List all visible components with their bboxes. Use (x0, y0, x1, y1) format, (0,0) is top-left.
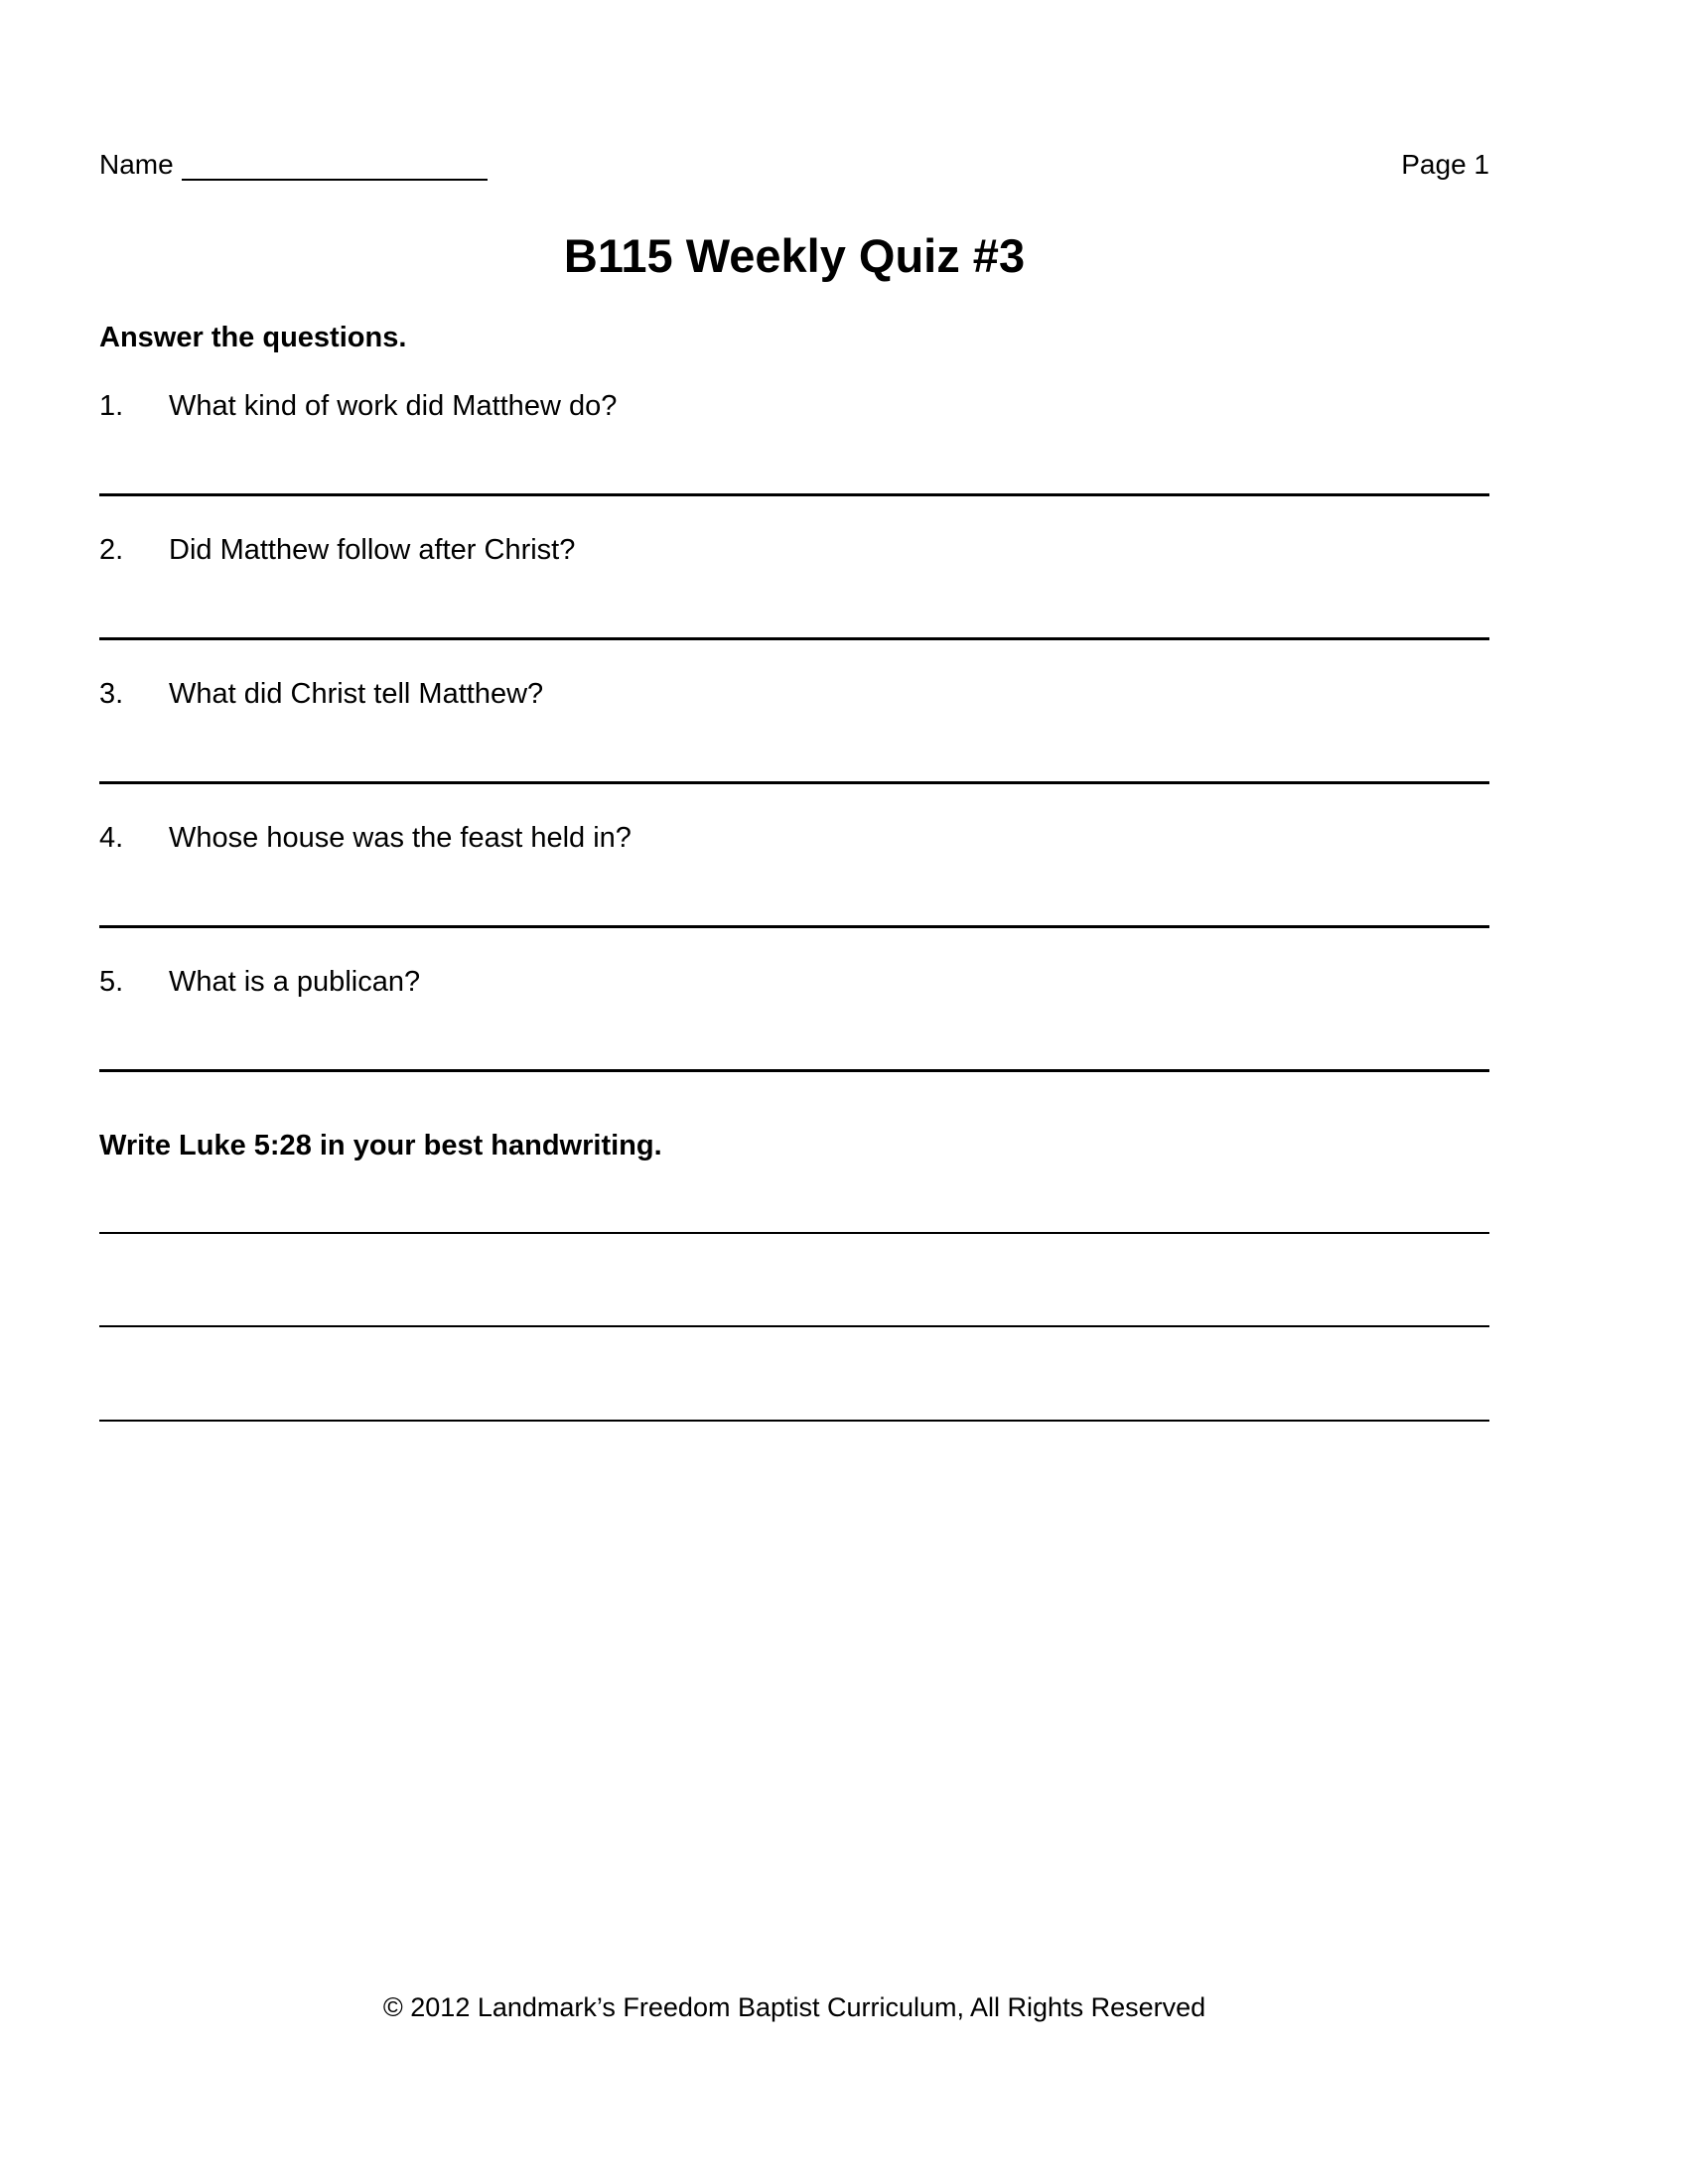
handwriting-line[interactable] (99, 1420, 1489, 1422)
question-number: 4. (99, 822, 124, 854)
question-text: Did Matthew follow after Christ? (169, 534, 576, 566)
answer-line[interactable] (99, 781, 1489, 784)
handwriting-instructions: Write Luke 5:28 in your best handwriting. (99, 1130, 662, 1161)
name-blank-line[interactable] (182, 179, 488, 181)
handwriting-line[interactable] (99, 1325, 1489, 1327)
question-text: What is a publican? (169, 966, 421, 998)
copyright-footer: © 2012 Landmark’s Freedom Baptist Curriculum, All Rights Reserved (382, 1992, 1206, 2022)
question-number: 5. (99, 966, 124, 998)
section-instructions: Answer the questions. (99, 322, 407, 353)
question-text: Whose house was the feast held in? (169, 822, 632, 854)
question-number: 1. (99, 390, 124, 422)
question-number: 2. (99, 534, 124, 566)
question-text: What kind of work did Matthew do? (169, 390, 618, 422)
answer-line[interactable] (99, 493, 1489, 496)
question-item (99, 674, 1489, 714)
quiz-title: B115 Weekly Quiz #3 (563, 229, 1026, 282)
question-item (99, 962, 1489, 1002)
question-item (99, 818, 1489, 858)
answer-line[interactable] (99, 1069, 1489, 1072)
question-number: 3. (99, 678, 124, 710)
question-item (99, 386, 1489, 426)
header-row (99, 145, 1489, 185)
question-text: What did Christ tell Matthew? (169, 678, 544, 710)
handwriting-line[interactable] (99, 1232, 1489, 1234)
name-label: Name (99, 149, 174, 180)
answer-line[interactable] (99, 925, 1489, 928)
answer-line[interactable] (99, 637, 1489, 640)
question-item (99, 530, 1489, 570)
page-number: Page 1 (1401, 149, 1489, 180)
